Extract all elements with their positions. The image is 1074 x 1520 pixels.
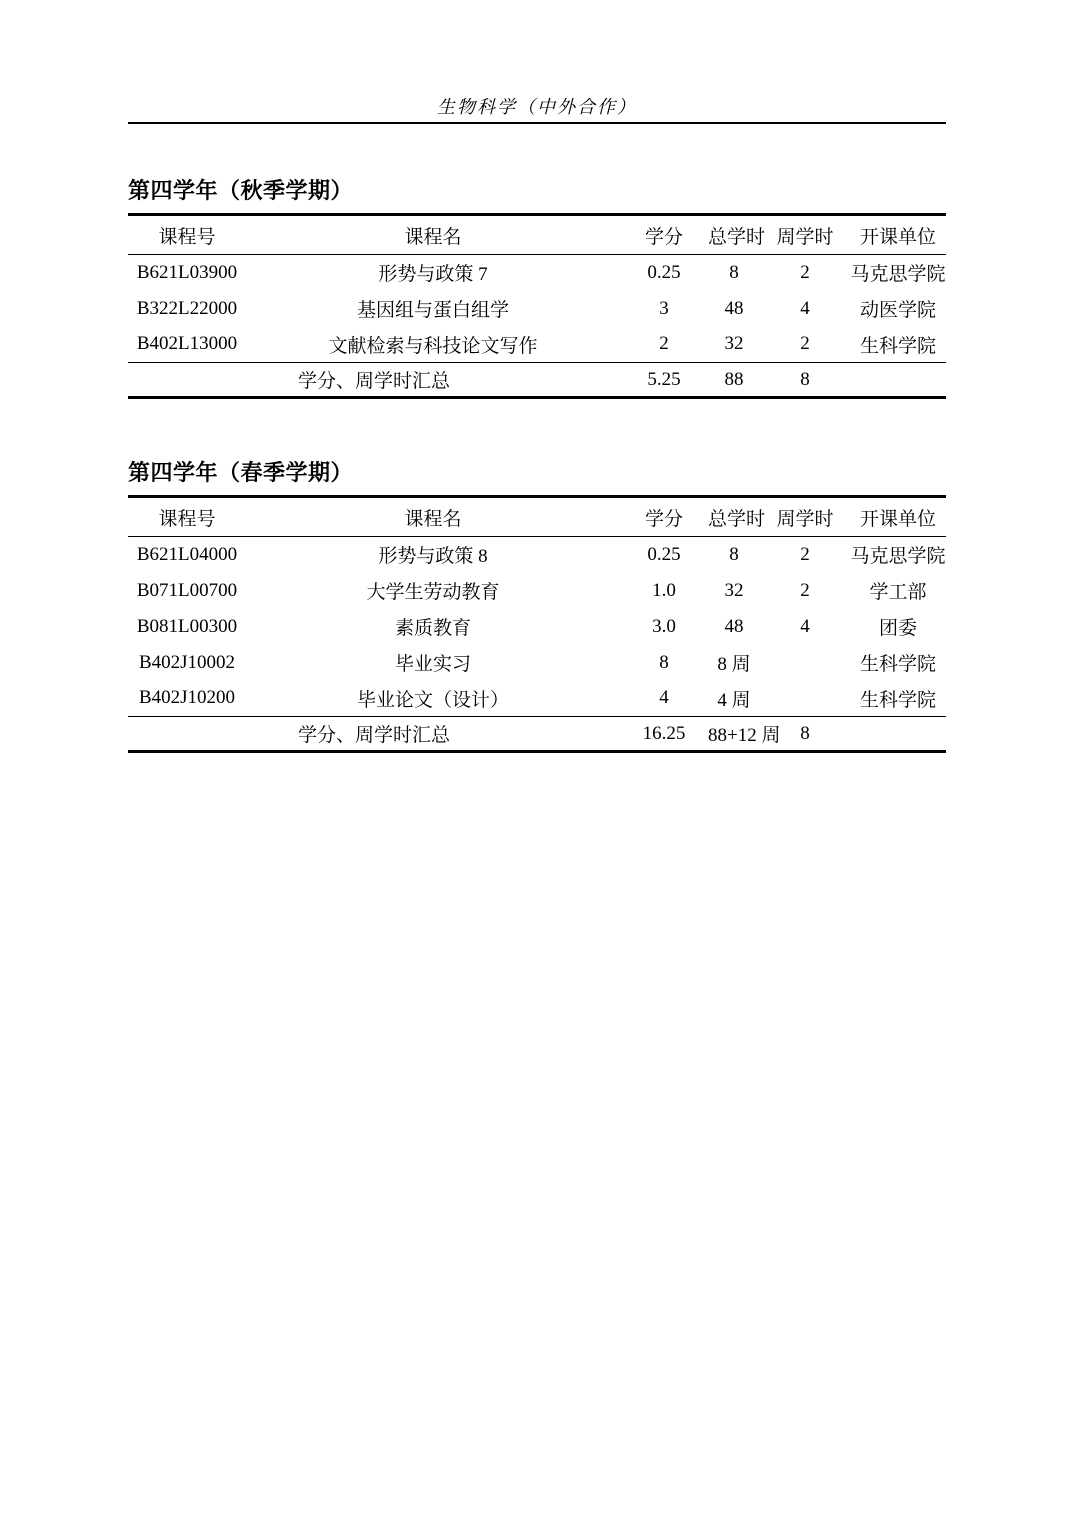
summary-total-hours: 88 (724, 368, 744, 390)
department: 生科学院 (859, 689, 936, 711)
col-header-course-name: 课程名 (404, 226, 462, 248)
weekly-hours: 2 (800, 261, 810, 283)
course-code: B402J10200 (138, 687, 236, 709)
table-row (128, 537, 946, 573)
department: 动医学院 (859, 300, 936, 321)
course-code: B402L13000 (136, 333, 238, 355)
course-code: B621L04000 (136, 543, 238, 565)
course-name: 文献检索与科技论文写作 (328, 335, 538, 357)
summary-department-empty (850, 363, 946, 398)
summary-weekly-hours: 8 (800, 722, 810, 744)
course-name: 毕业实习 (394, 654, 471, 675)
total-hours: 8 周 (717, 654, 751, 675)
course-table-spring-semester (128, 495, 946, 753)
weekly-hours: 2 (800, 579, 810, 601)
weekly-hours: 2 (800, 543, 810, 565)
department: 马克思学院 (850, 264, 946, 286)
total-hours: 48 (724, 615, 744, 637)
table-row (128, 291, 946, 327)
department: 团委 (878, 618, 917, 639)
course-name: 形势与政策 7 (378, 264, 488, 286)
summary-weekly-hours: 8 (800, 368, 810, 390)
table-row (128, 645, 946, 681)
department: 马克思学院 (850, 546, 946, 568)
course-code: B081L00300 (136, 615, 238, 637)
running-header-divider (128, 122, 946, 124)
department: 生科学院 (859, 654, 936, 675)
weekly-hours (760, 645, 850, 681)
course-name: 毕业论文（设计） (356, 689, 509, 711)
section-heading-spring-semester: 第四学年（春季学期） (128, 460, 354, 485)
department: 学工部 (869, 582, 927, 603)
total-hours: 32 (724, 579, 744, 601)
section-heading-fall-semester: 第四学年（秋季学期） (128, 178, 354, 203)
summary-label: 学分、周学时汇总 (297, 371, 450, 392)
course-name: 形势与政策 8 (378, 546, 488, 568)
course-name: 大学生劳动教育 (366, 582, 500, 603)
course-code: B402J10002 (138, 651, 236, 673)
weekly-hours: 4 (800, 615, 810, 637)
credits: 0.25 (647, 543, 681, 565)
total-hours: 4 周 (717, 689, 751, 711)
col-header-department: 开课单位 (859, 226, 936, 248)
summary-label: 学分、周学时汇总 (297, 725, 450, 746)
course-code: B322L22000 (136, 297, 238, 319)
summary-credits: 16.25 (642, 722, 686, 744)
total-hours: 8 (729, 261, 739, 283)
total-hours: 48 (724, 297, 744, 319)
col-header-course-code: 课程号 (158, 508, 216, 530)
weekly-hours: 2 (800, 333, 810, 355)
col-header-credits: 学分 (644, 226, 683, 248)
credits: 0.25 (647, 261, 681, 283)
course-code: B621L03900 (136, 261, 238, 283)
table-row (128, 681, 946, 717)
credits: 1.0 (652, 579, 676, 601)
table-row (128, 573, 946, 609)
table-row (128, 255, 946, 291)
total-hours: 32 (724, 333, 744, 355)
table-header-row (128, 215, 946, 255)
table-header-row (128, 497, 946, 537)
weekly-hours (760, 681, 850, 717)
col-header-course-name: 课程名 (404, 508, 462, 530)
col-header-weekly-hours: 周学时 (776, 508, 834, 530)
col-header-credits: 学分 (644, 508, 683, 530)
table-row (128, 327, 946, 363)
running-header-title: 生物科学（中外合作） (437, 97, 637, 117)
summary-credits: 5.25 (647, 368, 681, 390)
summary-row (128, 717, 946, 752)
col-header-total-hours: 总学时 (708, 508, 766, 530)
summary-row (128, 363, 946, 398)
credits: 2 (659, 333, 669, 355)
weekly-hours: 4 (800, 297, 810, 319)
total-hours: 8 (729, 543, 739, 565)
credits: 3.0 (652, 615, 676, 637)
course-table-fall-semester (128, 213, 946, 399)
summary-total-hours: 88+12 周 (708, 725, 781, 746)
summary-department-empty (850, 717, 946, 752)
course-name: 基因组与蛋白组学 (356, 300, 509, 321)
course-code: B071L00700 (136, 579, 238, 601)
credits: 4 (659, 687, 669, 709)
credits: 8 (659, 651, 669, 673)
col-header-total-hours: 总学时 (708, 226, 766, 248)
col-header-department: 开课单位 (859, 508, 936, 530)
department: 生科学院 (859, 335, 936, 357)
course-name: 素质教育 (394, 618, 471, 639)
table-row (128, 609, 946, 645)
col-header-course-code: 课程号 (158, 226, 216, 248)
credits: 3 (659, 297, 669, 319)
col-header-weekly-hours: 周学时 (776, 226, 834, 248)
